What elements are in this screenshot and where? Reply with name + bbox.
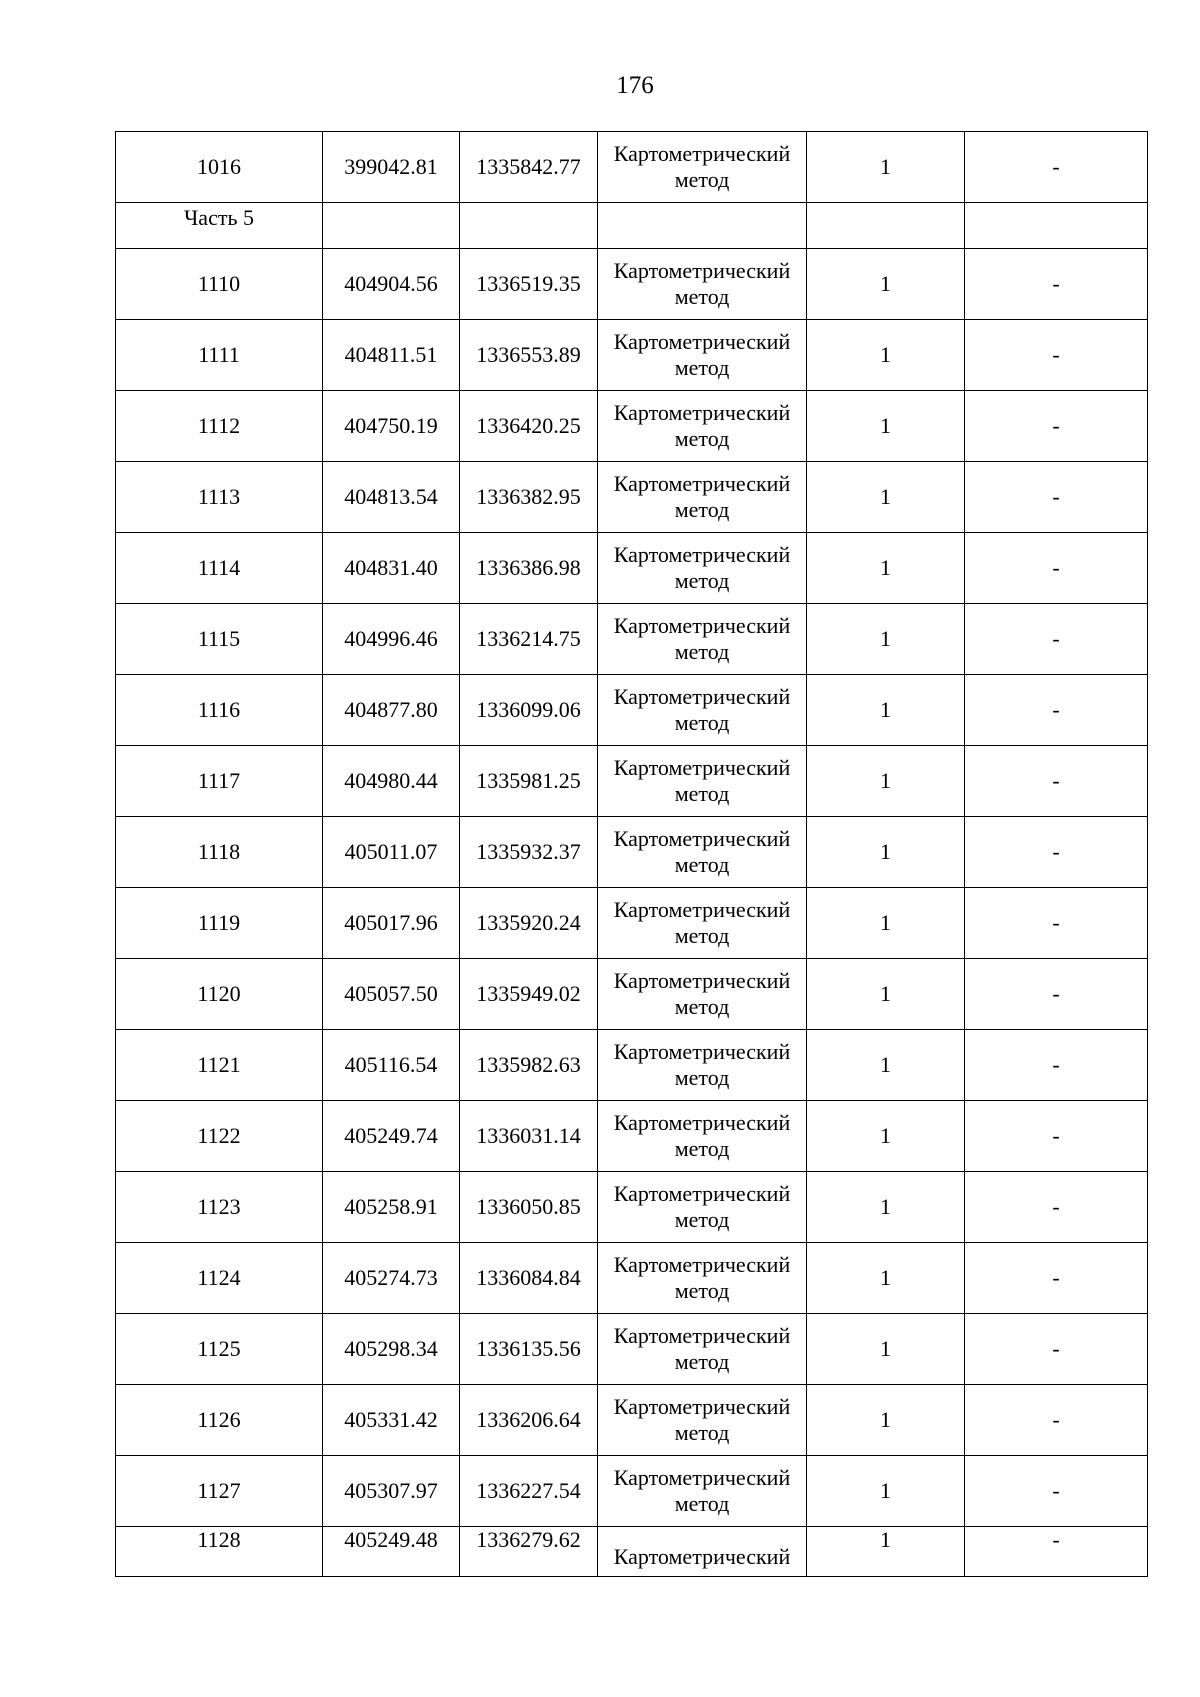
y-coordinate-text: 1336031.14 <box>476 1123 581 1148</box>
table-row <box>116 1314 1148 1385</box>
note-cell <box>965 132 1148 203</box>
note-cell <box>965 1243 1148 1314</box>
y-coordinate-text: 1335982.63 <box>476 1052 581 1077</box>
point-id-text: 1119 <box>197 910 241 935</box>
note-cell <box>965 817 1148 888</box>
empty-cell <box>965 203 1148 249</box>
accuracy-text: 1 <box>880 1194 891 1219</box>
x-coordinate-text: 405249.48 <box>344 1527 438 1552</box>
method-cell <box>598 1172 807 1243</box>
method-cell <box>598 391 807 462</box>
y-coordinate-cell <box>460 462 598 533</box>
x-coordinate-text: 405017.96 <box>344 910 438 935</box>
note-cell <box>965 1030 1148 1101</box>
note-text: - <box>1052 839 1060 864</box>
accuracy-cell <box>807 1030 965 1101</box>
y-coordinate-cell <box>460 1030 598 1101</box>
y-coordinate-cell <box>460 320 598 391</box>
method-text: Картометрический метод <box>613 897 791 948</box>
table-row <box>116 1385 1148 1456</box>
x-coordinate-cell <box>323 817 460 888</box>
method-text: Картометрический метод <box>613 755 791 806</box>
note-cell <box>965 1527 1148 1577</box>
point-id-text: 1112 <box>197 413 241 438</box>
accuracy-text: 1 <box>880 910 891 935</box>
note-text: - <box>1052 413 1060 438</box>
method-text: Картометрический метод <box>613 1323 791 1374</box>
note-cell <box>965 249 1148 320</box>
y-coordinate-cell <box>460 888 598 959</box>
point-id-text: 1110 <box>197 271 241 296</box>
method-cell <box>598 1385 807 1456</box>
y-coordinate-cell <box>460 959 598 1030</box>
method-cell <box>598 1314 807 1385</box>
note-text: - <box>1052 626 1060 651</box>
x-coordinate-text: 404904.56 <box>344 271 438 296</box>
table-row <box>116 1030 1148 1101</box>
x-coordinate-text: 405274.73 <box>344 1265 438 1290</box>
y-coordinate-text: 1336084.84 <box>476 1265 581 1290</box>
accuracy-cell <box>807 1385 965 1456</box>
x-coordinate-cell <box>323 604 460 675</box>
method-text: Картометрический <box>613 1544 791 1569</box>
x-coordinate-cell <box>323 320 460 391</box>
point-id-text: 1113 <box>197 484 241 509</box>
x-coordinate-text: 405116.54 <box>344 1052 438 1077</box>
note-cell <box>965 1172 1148 1243</box>
table-row <box>116 249 1148 320</box>
note-text: - <box>1052 484 1060 509</box>
table-row <box>116 746 1148 817</box>
x-coordinate-text: 405249.74 <box>344 1123 438 1148</box>
point-id-cell <box>116 1527 323 1577</box>
point-id-text: 1120 <box>197 981 241 1006</box>
table-row <box>116 888 1148 959</box>
method-text: Картометрический метод <box>613 826 791 877</box>
empty-cell <box>460 203 598 249</box>
note-text: - <box>1052 1265 1060 1290</box>
x-coordinate-cell <box>323 391 460 462</box>
note-text: - <box>1052 555 1060 580</box>
point-id-cell <box>116 249 323 320</box>
section-row <box>116 203 1148 249</box>
note-text: - <box>1052 1527 1060 1552</box>
table-row <box>116 533 1148 604</box>
empty-cell <box>807 203 965 249</box>
x-coordinate-cell <box>323 1243 460 1314</box>
x-coordinate-text: 405331.42 <box>344 1407 438 1432</box>
table-row <box>116 959 1148 1030</box>
point-id-cell <box>116 533 323 604</box>
x-coordinate-text: 404750.19 <box>344 413 438 438</box>
x-coordinate-text: 405307.97 <box>344 1478 438 1503</box>
accuracy-cell <box>807 959 965 1030</box>
point-id-text: 1123 <box>197 1194 241 1219</box>
accuracy-text: 1 <box>880 555 891 580</box>
method-cell <box>598 675 807 746</box>
y-coordinate-cell <box>460 132 598 203</box>
note-text: - <box>1052 342 1060 367</box>
point-id-cell <box>116 888 323 959</box>
accuracy-cell <box>807 320 965 391</box>
note-cell <box>965 1314 1148 1385</box>
y-coordinate-text: 1335932.37 <box>476 839 581 864</box>
point-id-text: 1127 <box>197 1478 241 1503</box>
accuracy-text: 1 <box>880 484 891 509</box>
point-id-text: 1114 <box>197 555 241 580</box>
note-text: - <box>1052 697 1060 722</box>
accuracy-text: 1 <box>880 1336 891 1361</box>
method-cell <box>598 959 807 1030</box>
point-id-cell <box>116 959 323 1030</box>
point-id-cell <box>116 1101 323 1172</box>
method-text: Картометрический метод <box>613 400 791 451</box>
method-text: Картометрический метод <box>613 141 791 192</box>
y-coordinate-cell <box>460 675 598 746</box>
method-cell <box>598 462 807 533</box>
point-id-text: 1121 <box>197 1052 241 1077</box>
y-coordinate-text: 1335949.02 <box>476 981 581 1006</box>
method-text: Картометрический метод <box>613 471 791 522</box>
table-row <box>116 132 1148 203</box>
x-coordinate-cell <box>323 1527 460 1577</box>
accuracy-cell <box>807 817 965 888</box>
y-coordinate-cell <box>460 391 598 462</box>
y-coordinate-text: 1336386.98 <box>476 555 581 580</box>
accuracy-cell <box>807 1314 965 1385</box>
table-row <box>116 604 1148 675</box>
x-coordinate-cell <box>323 746 460 817</box>
note-cell <box>965 959 1148 1030</box>
y-coordinate-text: 1336135.56 <box>476 1336 581 1361</box>
table-row <box>116 1456 1148 1527</box>
y-coordinate-text: 1336519.35 <box>476 271 581 296</box>
table-row <box>116 391 1148 462</box>
method-text: Картометрический метод <box>613 1181 791 1232</box>
y-coordinate-text: 1336206.64 <box>476 1407 581 1432</box>
accuracy-text: 1 <box>880 768 891 793</box>
accuracy-cell <box>807 888 965 959</box>
point-id-text: 1128 <box>197 1527 241 1552</box>
table-row <box>116 1172 1148 1243</box>
method-text: Картометрический метод <box>613 258 791 309</box>
point-id-text: 1117 <box>197 768 241 793</box>
method-cell <box>598 604 807 675</box>
point-id-cell <box>116 462 323 533</box>
y-coordinate-cell <box>460 1314 598 1385</box>
y-coordinate-text: 1335981.25 <box>476 768 581 793</box>
point-id-cell <box>116 675 323 746</box>
point-id-cell <box>116 746 323 817</box>
method-cell <box>598 320 807 391</box>
method-cell <box>598 1456 807 1527</box>
x-coordinate-text: 405057.50 <box>344 981 438 1006</box>
point-id-cell <box>116 132 323 203</box>
y-coordinate-text: 1335920.24 <box>476 910 581 935</box>
method-text: Картометрический метод <box>613 1465 791 1516</box>
method-text: Картометрический метод <box>613 613 791 664</box>
y-coordinate-text: 1335842.77 <box>476 154 581 179</box>
y-coordinate-text: 1336214.75 <box>476 626 581 651</box>
coordinates-table <box>115 131 1148 1577</box>
accuracy-text: 1 <box>880 1527 891 1552</box>
x-coordinate-cell <box>323 1101 460 1172</box>
y-coordinate-cell <box>460 1243 598 1314</box>
point-id-text: 1118 <box>197 839 241 864</box>
coordinates-table-body <box>116 132 1148 1577</box>
point-id-cell <box>116 1243 323 1314</box>
y-coordinate-cell <box>460 1101 598 1172</box>
x-coordinate-text: 404996.46 <box>344 626 438 651</box>
method-text: Картометрический метод <box>613 1394 791 1445</box>
x-coordinate-cell <box>323 1030 460 1101</box>
point-id-text: 1016 <box>197 154 241 179</box>
point-id-cell <box>116 604 323 675</box>
point-id-text: 1124 <box>197 1265 241 1290</box>
method-text: Картометрический метод <box>613 542 791 593</box>
y-coordinate-text: 1336227.54 <box>476 1478 581 1503</box>
x-coordinate-cell <box>323 249 460 320</box>
x-coordinate-cell <box>323 959 460 1030</box>
accuracy-cell <box>807 604 965 675</box>
table-row <box>116 1527 1148 1577</box>
accuracy-text: 1 <box>880 981 891 1006</box>
note-text: - <box>1052 1407 1060 1432</box>
y-coordinate-cell <box>460 817 598 888</box>
x-coordinate-text: 404877.80 <box>344 697 438 722</box>
accuracy-text: 1 <box>880 697 891 722</box>
note-cell <box>965 675 1148 746</box>
method-cell <box>598 132 807 203</box>
y-coordinate-cell <box>460 1172 598 1243</box>
note-cell <box>965 533 1148 604</box>
accuracy-text: 1 <box>880 1407 891 1432</box>
method-cell <box>598 817 807 888</box>
accuracy-cell <box>807 1456 965 1527</box>
y-coordinate-text: 1336553.89 <box>476 342 581 367</box>
table-row <box>116 817 1148 888</box>
accuracy-cell <box>807 533 965 604</box>
point-id-text: 1122 <box>197 1123 241 1148</box>
accuracy-cell <box>807 746 965 817</box>
x-coordinate-cell <box>323 675 460 746</box>
method-text: Картометрический метод <box>613 1039 791 1090</box>
accuracy-cell <box>807 675 965 746</box>
note-text: - <box>1052 1194 1060 1219</box>
point-id-cell <box>116 817 323 888</box>
accuracy-cell <box>807 1243 965 1314</box>
y-coordinate-text: 1336099.06 <box>476 697 581 722</box>
x-coordinate-text: 404980.44 <box>344 768 438 793</box>
accuracy-cell <box>807 1172 965 1243</box>
note-text: - <box>1052 1123 1060 1148</box>
y-coordinate-text: 1336382.95 <box>476 484 581 509</box>
y-coordinate-cell <box>460 604 598 675</box>
method-text: Картометрический метод <box>613 684 791 735</box>
note-text: - <box>1052 1478 1060 1503</box>
x-coordinate-cell <box>323 888 460 959</box>
x-coordinate-cell <box>323 1314 460 1385</box>
note-cell <box>965 462 1148 533</box>
y-coordinate-text: 1336420.25 <box>476 413 581 438</box>
note-text: - <box>1052 910 1060 935</box>
section-label: Часть 5 <box>116 203 323 249</box>
method-cell <box>598 1527 807 1577</box>
point-id-cell <box>116 1172 323 1243</box>
x-coordinate-text: 404811.51 <box>344 342 438 367</box>
accuracy-text: 1 <box>880 1265 891 1290</box>
x-coordinate-text: 405011.07 <box>344 839 438 864</box>
point-id-text: 1125 <box>197 1336 241 1361</box>
accuracy-cell <box>807 462 965 533</box>
note-cell <box>965 604 1148 675</box>
note-text: - <box>1052 154 1060 179</box>
accuracy-cell <box>807 132 965 203</box>
accuracy-text: 1 <box>880 271 891 296</box>
empty-cell <box>323 203 460 249</box>
note-text: - <box>1052 768 1060 793</box>
x-coordinate-cell <box>323 1172 460 1243</box>
x-coordinate-cell <box>323 533 460 604</box>
note-cell <box>965 1385 1148 1456</box>
table-row <box>116 675 1148 746</box>
y-coordinate-cell <box>460 1527 598 1577</box>
note-cell <box>965 320 1148 391</box>
point-id-text: 1115 <box>197 626 241 651</box>
table-row <box>116 1101 1148 1172</box>
note-cell <box>965 1456 1148 1527</box>
note-cell <box>965 888 1148 959</box>
accuracy-text: 1 <box>880 1052 891 1077</box>
accuracy-text: 1 <box>880 1123 891 1148</box>
x-coordinate-text: 404831.40 <box>344 555 438 580</box>
point-id-cell <box>116 391 323 462</box>
note-cell <box>965 391 1148 462</box>
accuracy-text: 1 <box>880 154 891 179</box>
note-text: - <box>1052 1052 1060 1077</box>
accuracy-cell <box>807 1101 965 1172</box>
x-coordinate-cell <box>323 132 460 203</box>
method-cell <box>598 533 807 604</box>
method-cell <box>598 1101 807 1172</box>
method-text: Картометрический метод <box>613 968 791 1019</box>
page-number: 176 <box>616 72 654 99</box>
table-row <box>116 1243 1148 1314</box>
y-coordinate-text: 1336279.62 <box>476 1527 581 1552</box>
accuracy-text: 1 <box>880 839 891 864</box>
empty-cell <box>598 203 807 249</box>
point-id-cell <box>116 1456 323 1527</box>
point-id-text: 1126 <box>197 1407 241 1432</box>
point-id-cell <box>116 1314 323 1385</box>
y-coordinate-cell <box>460 533 598 604</box>
x-coordinate-text: 405258.91 <box>344 1194 438 1219</box>
y-coordinate-cell <box>460 746 598 817</box>
accuracy-text: 1 <box>880 413 891 438</box>
table-row <box>116 462 1148 533</box>
method-text: Картометрический метод <box>613 1252 791 1303</box>
x-coordinate-text: 405298.34 <box>344 1336 438 1361</box>
x-coordinate-cell <box>323 1385 460 1456</box>
method-cell <box>598 1030 807 1101</box>
y-coordinate-cell <box>460 249 598 320</box>
y-coordinate-cell <box>460 1456 598 1527</box>
accuracy-cell <box>807 249 965 320</box>
point-id-cell <box>116 320 323 391</box>
point-id-cell <box>116 1030 323 1101</box>
accuracy-text: 1 <box>880 1478 891 1503</box>
y-coordinate-text: 1336050.85 <box>476 1194 581 1219</box>
point-id-cell <box>116 1385 323 1456</box>
note-text: - <box>1052 1336 1060 1361</box>
note-cell <box>965 746 1148 817</box>
x-coordinate-text: 399042.81 <box>344 154 438 179</box>
table-row <box>116 320 1148 391</box>
method-text: Картометрический метод <box>613 1110 791 1161</box>
accuracy-text: 1 <box>880 342 891 367</box>
point-id-text: 1116 <box>197 697 241 722</box>
accuracy-cell <box>807 1527 965 1577</box>
accuracy-text: 1 <box>880 626 891 651</box>
x-coordinate-text: 404813.54 <box>344 484 438 509</box>
method-cell <box>598 746 807 817</box>
accuracy-cell <box>807 391 965 462</box>
method-cell <box>598 888 807 959</box>
method-cell <box>598 249 807 320</box>
note-text: - <box>1052 271 1060 296</box>
note-cell <box>965 1101 1148 1172</box>
y-coordinate-cell <box>460 1385 598 1456</box>
point-id-text: 1111 <box>198 342 240 367</box>
method-cell <box>598 1243 807 1314</box>
note-text: - <box>1052 981 1060 1006</box>
x-coordinate-cell <box>323 462 460 533</box>
method-text: Картометрический метод <box>613 329 791 380</box>
x-coordinate-cell <box>323 1456 460 1527</box>
